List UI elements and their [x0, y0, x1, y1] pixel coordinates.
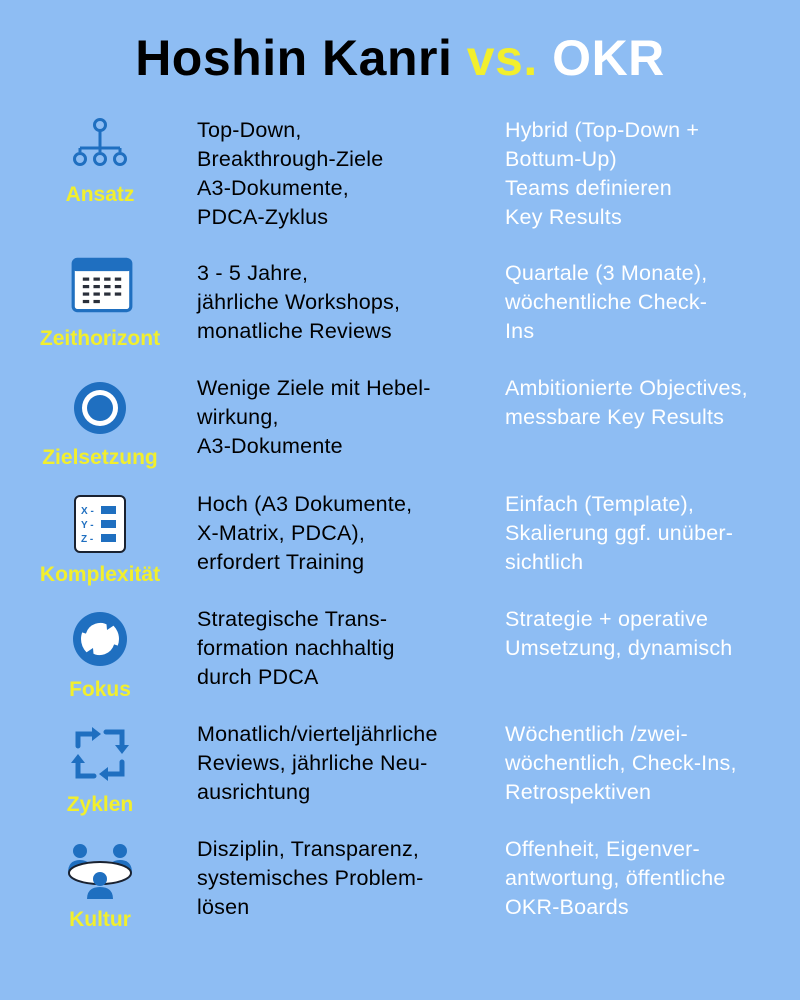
category-label: Zeithorizont: [39, 327, 161, 350]
checklist-icon: [70, 494, 130, 554]
okr-text: Hybrid (Top-Down + Bottum-Up) Teams definieren Key Results: [505, 118, 700, 229]
svg-text:Z -: Z -: [81, 534, 94, 545]
okr-text: Quartale (3 Monate), wöchentliche Check- Ins: [505, 261, 708, 343]
category-label: Zyklen: [66, 793, 134, 816]
title-hoshin-kanri: Hoshin Kanri: [135, 30, 453, 86]
hoshin-text: Top-Down, Breakthrough-Ziele A3-Dokumente, PDCA-Zyklus: [197, 118, 384, 229]
svg-text:X -: X -: [81, 506, 94, 517]
okr-text: Wöchentlich /zwei- wöchentlich, Check-Ins, Retrospektiven: [505, 722, 737, 804]
hoshin-text: Wenige Ziele mit Hebel- wirkung, A3-Dokumente: [197, 376, 431, 458]
category-label: Kultur: [69, 908, 131, 931]
okr-text: Einfach (Template), Skalierung ggf. unüber- sichtlich: [505, 492, 734, 574]
page-title: [0, 28, 800, 88]
target-icon: [70, 378, 130, 438]
row-zielsetzung: [0, 374, 800, 490]
category-label: Zielsetzung: [42, 446, 158, 469]
row-ansatz: [0, 116, 800, 232]
row-komplexitaet: [0, 490, 800, 606]
hoshin-text: Hoch (A3 Dokumente, X-Matrix, PDCA), erfordert Training: [197, 492, 413, 574]
svg-text:Y -: Y -: [81, 520, 94, 531]
row-kultur: [0, 835, 800, 951]
cycle-icon: [70, 609, 130, 669]
row-zeithorizont: [0, 259, 800, 375]
hoshin-text: Monatlich/vierteljährliche Reviews, jährliche Neu- ausrichtung: [197, 722, 438, 804]
category-label: Fokus: [69, 678, 131, 701]
hoshin-text: Disziplin, Transparenz, systemisches Problem- lösen: [197, 837, 424, 919]
hoshin-text: 3 - 5 Jahre, jährliche Workshops, monatliche Reviews: [197, 261, 401, 343]
row-zyklen: [0, 720, 800, 836]
category-label: Komplexität: [39, 563, 161, 586]
okr-text: Strategie + operative Umsetzung, dynamisch: [505, 607, 733, 660]
refresh-arrows-icon: [70, 724, 130, 784]
okr-text: Offenheit, Eigenver- antwortung, öffentliche OKR-Boards: [505, 837, 726, 919]
hoshin-text: Strategische Trans- formation nachhaltig durch PDCA: [197, 607, 395, 689]
row-fokus: [0, 605, 800, 721]
title-okr: OKR: [552, 30, 665, 86]
okr-text: Ambitionierte Objectives, messbare Key Results: [505, 376, 748, 429]
team-icon: [65, 839, 135, 899]
hierarchy-icon: [70, 116, 130, 176]
title-vs: vs.: [466, 30, 538, 86]
category-label: Ansatz: [65, 183, 135, 206]
calendar-icon: [70, 253, 134, 317]
